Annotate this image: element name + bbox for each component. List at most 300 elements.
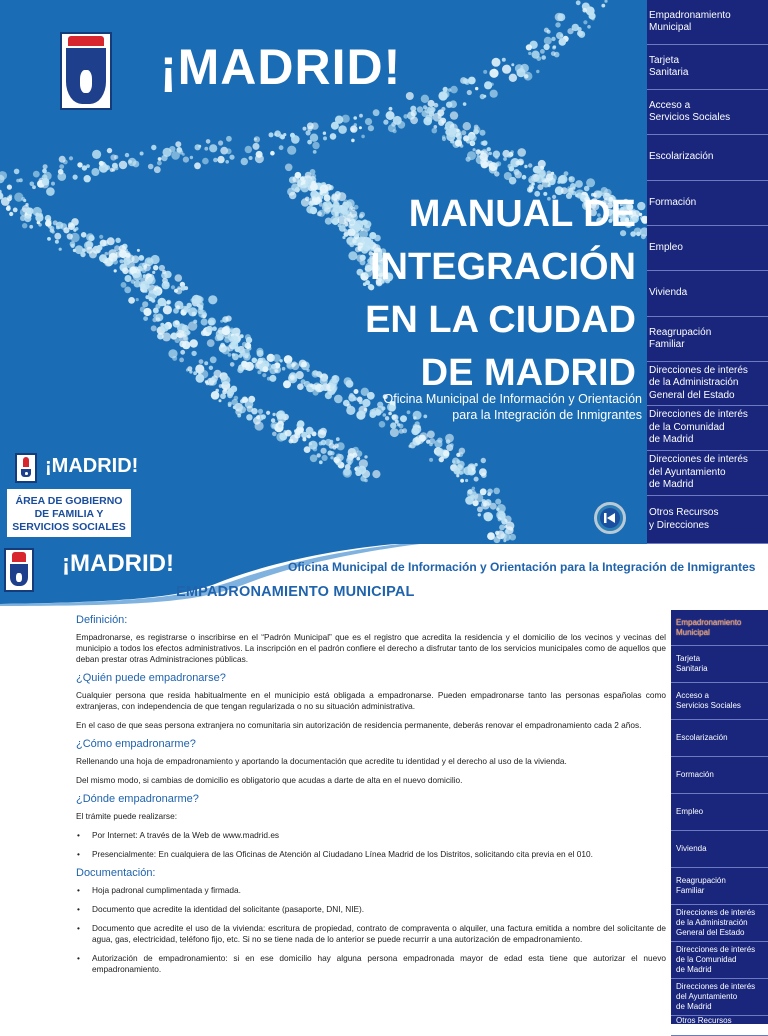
nav-item-tarjeta-sanitaria[interactable] — [671, 646, 768, 683]
bubble — [172, 356, 177, 361]
nav-item-otros-recursos-y-direcciones[interactable] — [647, 496, 768, 544]
nav-item-empadronamiento-municipal[interactable] — [671, 610, 768, 646]
bubble — [182, 341, 190, 349]
bubble — [439, 457, 444, 462]
nav-item-direcciones-de-interes-de-la-administracion[interactable] — [647, 362, 768, 406]
bubble — [463, 135, 469, 141]
bubble — [473, 148, 476, 151]
nav-item-label: Empadronamiento — [649, 9, 731, 21]
paragraph: Cualquier persona que resida habitualmente en el municipio está obligada a empadronarse. Pueden empadronarse tanto las personas españolas como extranjeras, con independencia de que tengan regularizada o no su situación administrativa. — [76, 690, 666, 711]
bubble — [470, 135, 477, 142]
bubble — [393, 129, 397, 133]
bubble — [16, 179, 20, 183]
bubble — [575, 180, 583, 188]
bubble — [272, 413, 275, 416]
nav-item-empadronamiento-municipal[interactable] — [647, 0, 768, 45]
bubble — [399, 424, 404, 429]
nav-item-direcciones-de-interes-de-la-comunidad[interactable] — [647, 406, 768, 451]
bubble — [460, 479, 464, 483]
nav-item-escolarizacion[interactable] — [647, 135, 768, 181]
bubble — [152, 318, 157, 323]
bubble — [372, 470, 380, 478]
bubble — [233, 406, 237, 410]
bubble — [86, 164, 90, 168]
nav-item-label: Sanitaria — [676, 664, 708, 673]
nav-item-label: y Direcciones — [649, 519, 710, 531]
bubble — [429, 443, 433, 447]
bubble — [254, 138, 257, 141]
bubble — [458, 461, 465, 468]
bubble — [51, 230, 55, 234]
bubble — [6, 206, 11, 211]
bubble — [180, 350, 185, 355]
bubble — [32, 185, 36, 189]
nav-item-reagrupacion-familiar[interactable] — [671, 868, 768, 905]
nav-item-vivienda[interactable] — [647, 271, 768, 317]
bubble — [481, 141, 485, 145]
bubble — [38, 223, 42, 227]
next-page-button[interactable] — [594, 502, 626, 534]
bubble — [359, 114, 363, 118]
nav-item-otros-recursos-y-direcciones[interactable] — [671, 1016, 768, 1036]
bubble — [393, 116, 402, 125]
bubble — [166, 300, 171, 305]
bubble — [480, 130, 486, 136]
section-title: Definición: — [76, 614, 128, 626]
bubble — [541, 55, 546, 60]
bubble — [450, 111, 458, 119]
bubble — [143, 316, 148, 321]
bubble — [206, 139, 211, 144]
bubble — [448, 88, 452, 92]
paragraph: Empadronarse, es registrarse o inscribirse en el “Padrón Municipal” que es el registro que acredita la residencia y el domicilio de los vecinos y vecinas del municipio a todos los efectos administrativos. La inscripción en el padrón confiere el derecho a disfrutar tanto de los servicios municipales como de aquellos que deban prestar otras Administraciones públicas. — [76, 632, 666, 664]
nav-item-tarjeta-sanitaria[interactable] — [647, 45, 768, 90]
bubble — [176, 147, 182, 153]
bubble — [201, 318, 208, 325]
bubble — [544, 37, 552, 45]
bubble — [114, 155, 118, 159]
bubble — [329, 443, 335, 449]
cover-sidebar-nav — [647, 0, 768, 544]
bubble — [343, 468, 352, 477]
page-content — [76, 608, 666, 983]
bubble — [353, 116, 357, 120]
bubble — [336, 437, 340, 441]
bubble — [317, 453, 321, 457]
bubble — [411, 110, 417, 116]
bubble — [528, 176, 536, 184]
nav-item-reagrupacion-familiar[interactable] — [647, 317, 768, 362]
bubble — [544, 28, 549, 33]
nav-item-direcciones-de-interes-del-ayuntamiento[interactable] — [647, 451, 768, 496]
bubble — [142, 301, 148, 307]
bubble — [113, 259, 118, 264]
cover-title — [216, 188, 636, 400]
bubble — [23, 199, 26, 202]
bubble — [218, 140, 223, 145]
cover-title-line: DE MADRID — [420, 352, 636, 394]
bubble — [92, 150, 101, 159]
bubble — [119, 259, 123, 263]
bubble — [509, 74, 517, 82]
bubble — [0, 171, 7, 180]
bubble — [475, 87, 478, 90]
bubble — [246, 414, 252, 420]
bubble — [490, 503, 497, 510]
bubble — [352, 453, 357, 458]
bubble — [153, 265, 158, 270]
bubble — [468, 77, 476, 85]
bubble — [43, 172, 51, 180]
bubble — [29, 225, 33, 229]
nav-item-label: Familiar — [649, 339, 685, 350]
office-title: Oficina Municipal de Información y Orientación para la Integración de Inmigrantes — [288, 560, 756, 574]
nav-item-label: de Madrid — [649, 479, 694, 491]
cover-subtitle — [302, 391, 642, 423]
area-gobierno-badge — [4, 444, 139, 540]
bubble — [446, 102, 452, 108]
content-page — [0, 544, 768, 1035]
bubble — [587, 25, 591, 29]
nav-item-acceso-a-servicios-sociales[interactable] — [647, 90, 768, 135]
nav-item-label: Otros Recursos — [649, 507, 719, 518]
nav-item-label: de Madrid — [649, 434, 694, 446]
nav-item-label: Servicios Sociales — [649, 112, 731, 123]
bubble — [491, 83, 494, 86]
bubble — [187, 303, 192, 308]
bubble — [140, 152, 144, 156]
bubble — [26, 209, 31, 214]
bubble — [287, 146, 296, 155]
bullet-item: • Hoja padronal cumplimentada y firmada. — [76, 885, 666, 896]
bubble — [190, 339, 198, 347]
bubble — [59, 164, 64, 169]
bubble — [557, 13, 565, 21]
bubble — [495, 499, 501, 505]
bubble — [364, 455, 367, 458]
bubble — [495, 162, 500, 167]
bubble — [175, 274, 183, 282]
bubble — [489, 69, 498, 78]
bubble — [330, 451, 334, 455]
bubble — [182, 153, 185, 156]
section-title: ¿Cómo empadronarme? — [76, 738, 196, 750]
bubble — [269, 132, 274, 137]
paragraph: Rellenando una hoja de empadronamiento y aportando la documentación que acredite tu identidad y el derecho al uso de la vivienda. — [76, 756, 567, 766]
bubble — [524, 74, 528, 78]
bubble — [70, 241, 76, 247]
bubble — [202, 158, 209, 165]
bubble — [256, 415, 260, 419]
bubble — [67, 233, 73, 239]
bubble — [577, 27, 582, 32]
bubble — [33, 171, 40, 178]
bubble — [306, 427, 314, 435]
bubble — [555, 22, 560, 27]
nav-item-label: Empleo — [676, 807, 704, 816]
bubble — [198, 310, 206, 318]
bubble — [225, 160, 229, 164]
bubble — [59, 248, 62, 251]
bubble — [289, 439, 294, 444]
nav-item-label: Municipal — [649, 22, 692, 33]
badge-text — [7, 495, 131, 534]
bubble — [105, 252, 109, 256]
nav-item-formacion[interactable] — [647, 181, 768, 226]
bubble — [194, 162, 201, 169]
skip-forward-icon — [600, 508, 620, 528]
nav-item-label: Tarjeta — [676, 654, 701, 663]
bubble — [536, 70, 539, 73]
bubble — [334, 444, 339, 449]
bubble — [307, 434, 311, 438]
bubble — [551, 51, 556, 56]
bubble — [411, 427, 419, 435]
bubble — [9, 212, 13, 216]
nav-item-label: del Ayuntamiento — [649, 466, 726, 478]
nav-item-direcciones-de-interes-de-la-comunidad[interactable] — [671, 942, 768, 979]
bubble — [457, 135, 462, 140]
bubble — [86, 233, 94, 241]
bubble — [446, 439, 451, 444]
bubble — [498, 517, 502, 521]
cover-subtitle-line: Oficina Municipal de Información y Orientación — [383, 392, 642, 406]
bubble — [56, 222, 63, 229]
bubble — [285, 430, 292, 437]
nav-item-label: Servicios Sociales — [676, 701, 741, 710]
bubble — [467, 151, 476, 160]
bubble — [175, 338, 180, 343]
bubble — [456, 453, 460, 457]
bubble — [463, 466, 472, 475]
bubble — [471, 142, 474, 145]
bubble — [255, 421, 264, 430]
bubble — [164, 281, 170, 287]
bubble — [561, 179, 565, 183]
nav-item-label: Empleo — [649, 241, 683, 253]
bubble — [456, 474, 459, 477]
bubble — [112, 163, 118, 169]
bubble — [77, 162, 82, 167]
nav-item-empleo[interactable] — [671, 794, 768, 831]
bubble — [473, 500, 479, 506]
nav-item-label: y Direcciones — [676, 1025, 725, 1035]
bubble — [522, 175, 527, 180]
bubble — [151, 255, 160, 264]
bubble — [494, 171, 499, 176]
cover-title-line: INTEGRACIÓN — [370, 246, 636, 288]
nav-item-label: de Madrid — [676, 965, 712, 974]
bubble — [144, 289, 148, 293]
bubble — [58, 169, 64, 175]
bubble — [514, 169, 520, 175]
bubble — [383, 120, 388, 125]
nav-item-label: Empadronamiento — [676, 617, 742, 627]
nav-item-label: de la Comunidad — [649, 421, 725, 433]
bubble — [351, 128, 355, 132]
bubble — [35, 213, 39, 217]
bubble — [151, 325, 157, 331]
bubble — [200, 370, 208, 378]
section-title: ¿Quién puede empadronarse? — [76, 672, 226, 684]
bubble — [487, 147, 491, 151]
bubble — [461, 130, 466, 135]
bubble — [309, 441, 318, 450]
bubble — [509, 534, 516, 541]
bubble — [544, 44, 550, 50]
bubble — [271, 418, 275, 422]
bubble — [133, 273, 138, 278]
bubble — [373, 109, 380, 116]
madrid-crest-icon — [4, 548, 34, 592]
nav-item-label: de la Comunidad — [676, 955, 737, 964]
bubble — [578, 31, 585, 38]
bubble — [502, 65, 511, 74]
bubble — [505, 530, 509, 534]
bubble — [190, 156, 193, 159]
bubble — [13, 208, 18, 213]
bubble — [569, 176, 575, 182]
bubble — [307, 122, 314, 129]
bubble — [322, 455, 328, 461]
bubble — [483, 95, 486, 98]
bubble — [75, 227, 78, 230]
bubble — [274, 130, 281, 137]
bubble — [368, 125, 374, 131]
nav-item-label: Reagrupación — [649, 326, 712, 338]
section-title: ¿Dónde empadronarme? — [76, 793, 199, 805]
nav-item-label: General del Estado — [676, 928, 745, 937]
bullet-item: • Presencialmente: En cualquiera de las Oficinas de Atención al Ciudadano Línea Madrid de los Distritos, solicitando cita previa en el 010. — [76, 849, 666, 860]
bubble — [278, 424, 282, 428]
bubble — [152, 271, 155, 274]
bubble — [319, 460, 323, 464]
bubble — [171, 285, 175, 289]
bubble — [483, 70, 487, 74]
bullet-item: • Documento que acredite la identidad del solicitante (pasaporte, DNI, NIE). — [76, 904, 666, 915]
bubble — [429, 458, 433, 462]
bubble — [319, 442, 323, 446]
bubble — [86, 247, 93, 254]
bubble — [175, 141, 181, 147]
bubble — [228, 403, 232, 407]
paragraph: El trámite puede realizarse: — [76, 811, 177, 821]
nav-item-label: Direcciones de interés — [649, 409, 748, 421]
nav-item-label: Otros Recursos — [676, 1015, 732, 1025]
bubble — [409, 445, 412, 448]
bullet-item: • Documento que acredite el uso de la vivienda: escritura de propiedad, contrato de compraventa o alquiler, una factura emitida a nombre del solicitante de agua, gas, electricidad, teléfono fijo, etc. Si no se tiene nada de lo anterior se puede recurrir a una autorización de empadronamiento. — [76, 923, 666, 945]
nav-item-empleo[interactable] — [647, 226, 768, 271]
nav-item-escolarizacion[interactable] — [671, 720, 768, 757]
bubble — [427, 107, 435, 115]
page-sidebar-nav — [671, 610, 768, 1035]
bubble — [290, 133, 295, 138]
bubble — [421, 95, 429, 103]
bubble — [217, 156, 224, 163]
bubble — [356, 457, 360, 461]
bubble — [474, 463, 477, 466]
bubble — [148, 164, 154, 170]
bubble — [586, 6, 595, 15]
bubble — [121, 282, 127, 288]
bubble — [91, 168, 99, 176]
bubble — [103, 240, 109, 246]
bubble — [467, 90, 472, 95]
bubble — [136, 269, 141, 274]
badge-text-line: DE FAMILIA Y — [34, 508, 104, 520]
nav-item-vivienda[interactable] — [671, 831, 768, 868]
bubble — [390, 428, 399, 437]
nav-item-label: de la Administración — [649, 377, 739, 389]
nav-item-label: Direcciones de interés — [676, 945, 756, 954]
bubble — [175, 320, 180, 325]
nav-item-formacion[interactable] — [671, 757, 768, 794]
nav-item-direcciones-de-interes-del-ayuntamiento[interactable] — [671, 979, 768, 1016]
bubble — [318, 430, 327, 439]
bubble — [389, 107, 393, 111]
bubble — [183, 157, 189, 163]
bubble — [492, 58, 501, 67]
bubble — [54, 233, 61, 240]
nav-item-label: Municipal — [676, 627, 710, 637]
nav-item-acceso-a-servicios-sociales[interactable] — [671, 683, 768, 720]
bubble — [25, 203, 28, 206]
bubble — [351, 139, 355, 143]
bubble — [104, 258, 113, 267]
bubble — [321, 448, 327, 454]
page-brand-logo: ¡MADRID! — [62, 550, 174, 577]
bubble — [14, 169, 20, 175]
bubble — [463, 78, 469, 84]
bubble — [582, 8, 587, 13]
bubble — [193, 320, 197, 324]
bubble — [403, 114, 408, 119]
bubble — [239, 406, 246, 413]
bubble — [493, 151, 500, 158]
bubble — [137, 249, 140, 252]
bubble — [207, 339, 215, 347]
bubble — [465, 479, 468, 482]
bubble — [490, 90, 498, 98]
bubble — [342, 115, 350, 123]
bubble — [450, 86, 458, 94]
bubble — [359, 126, 362, 129]
bullet-item: • Autorización de empadronamiento: si en ese domicilio hay alguna persona empadronada mayor de edad esta tiene que autorizar el nuevo empadronamiento. — [76, 953, 666, 975]
bubble — [432, 128, 438, 134]
bubble — [437, 438, 442, 443]
bubble — [187, 366, 192, 371]
bubble — [474, 477, 479, 482]
nav-item-label: Sanitaria — [649, 67, 689, 78]
bubble — [556, 32, 563, 39]
nav-item-direcciones-de-interes-de-la-administracion[interactable] — [671, 905, 768, 942]
bubble — [204, 361, 208, 365]
bubble — [463, 122, 471, 130]
bubble — [205, 380, 208, 383]
nav-item-label: Formación — [649, 196, 697, 208]
bubble — [415, 435, 424, 444]
bubble — [567, 28, 573, 34]
nav-item-label: Escolarización — [676, 733, 728, 742]
bubble — [604, 0, 607, 3]
bubble — [310, 134, 318, 142]
bubble — [195, 144, 201, 150]
bubble — [410, 116, 418, 124]
bubble — [358, 466, 367, 475]
bubble — [59, 156, 66, 163]
bubble — [162, 332, 171, 341]
bubble — [536, 56, 541, 61]
